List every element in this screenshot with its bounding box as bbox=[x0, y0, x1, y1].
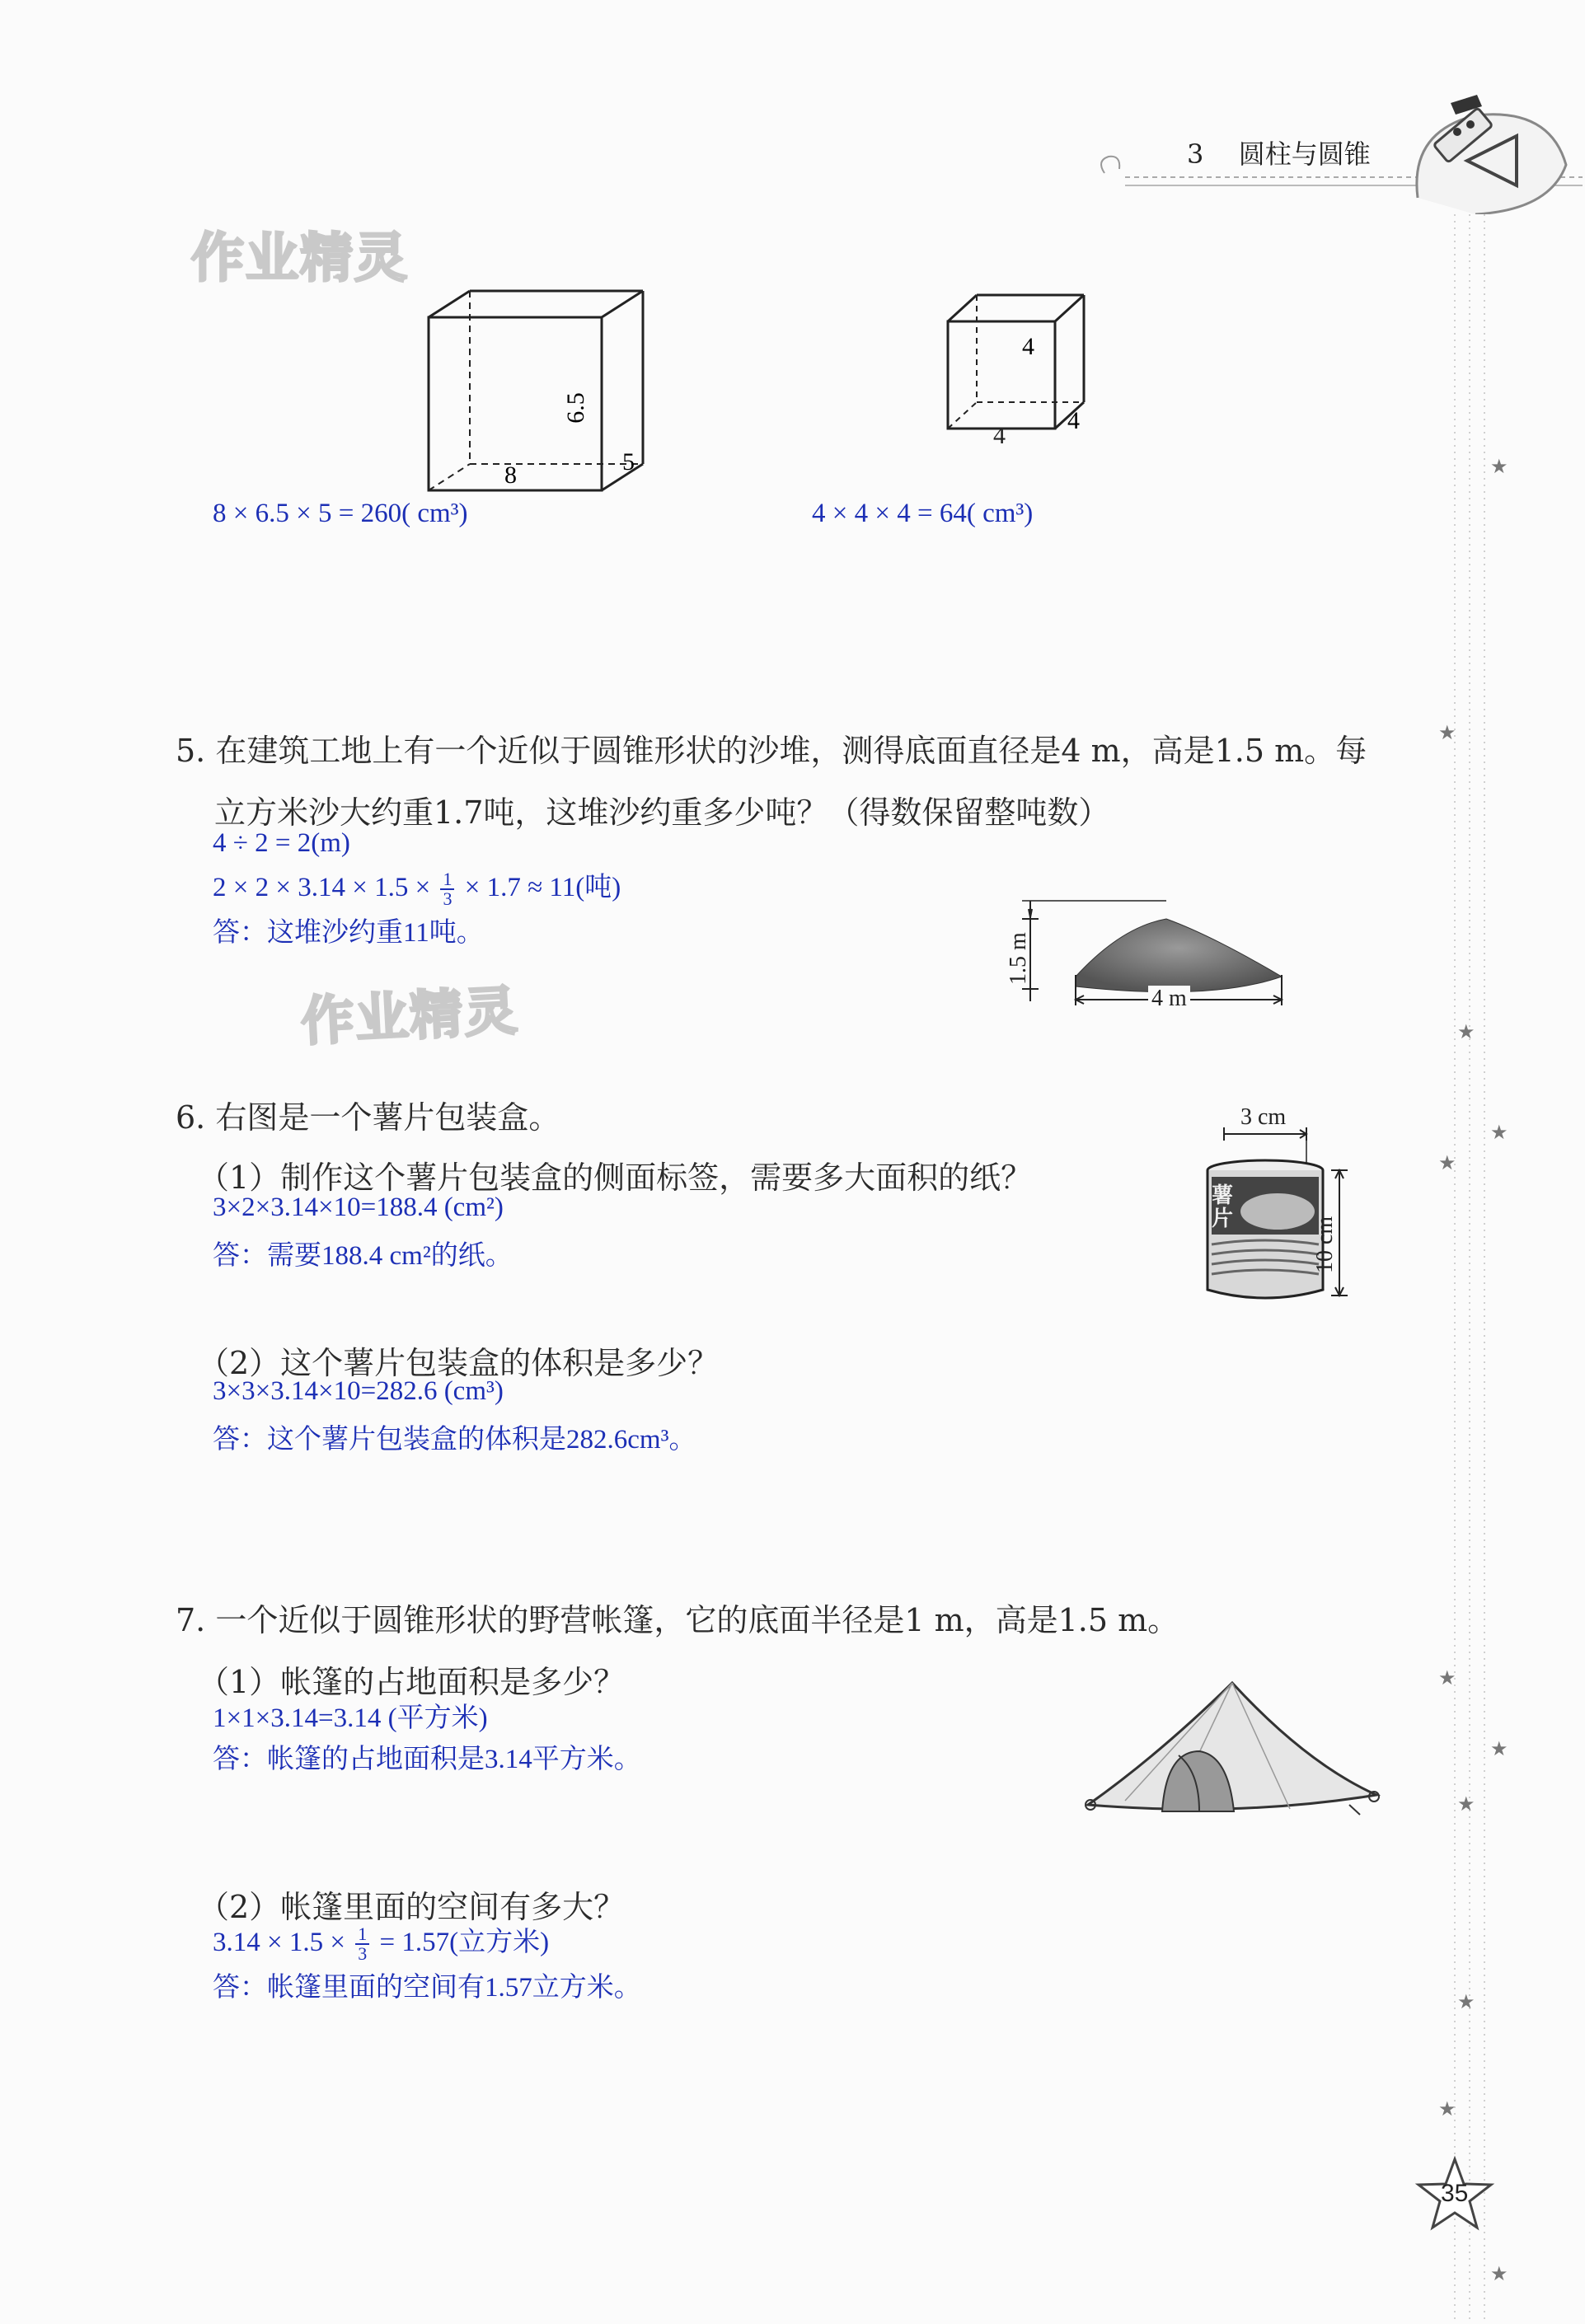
rectangular-prism-figure bbox=[412, 284, 676, 507]
star-icon: ★ bbox=[1490, 2262, 1508, 2285]
q7-part1: （1）帐篷的占地面积是多少？ bbox=[198, 1664, 626, 1700]
tent-figure bbox=[1076, 1673, 1389, 1838]
watermark-middle: 作业精灵 bbox=[299, 981, 521, 1053]
q6-part1: （1）制作这个薯片包装盒的侧面标签，需要多大面积的纸？ bbox=[198, 1160, 1033, 1196]
can-diameter-label: 3 cm bbox=[1240, 1104, 1287, 1130]
q5-answer-line2: 2 × 2 × 3.14 × 1.5 × $\frac{1}{3}$ × 1.7 ≈ 11(吨) bbox=[213, 869, 621, 910]
prism-height-label: 6.5 bbox=[562, 392, 589, 424]
chapter-number: 3 bbox=[1187, 138, 1204, 170]
q5-line2: 立方米沙大约重1.7吨，这堆沙约重多少吨？（得数保留整吨数） bbox=[214, 794, 1110, 831]
fraction-one-third: $\frac{1}{3}$ bbox=[440, 870, 454, 908]
can-brand-label: 薯片 bbox=[1212, 1183, 1234, 1231]
star-icon: ★ bbox=[1457, 1020, 1475, 1043]
fraction-one-third: $\frac{1}{3}$ bbox=[355, 1925, 369, 1963]
q6-part1-answer2: 答：需要188.4 cm²的纸。 bbox=[213, 1241, 513, 1271]
star-icon: ★ bbox=[1457, 1990, 1475, 2013]
cube-volume-answer: 4 × 4 × 4 = 64( cm³) bbox=[812, 499, 1034, 528]
q5-answer-line3: 答：这堆沙约重11吨。 bbox=[213, 918, 484, 948]
star-icon: ★ bbox=[1490, 1737, 1508, 1760]
star-icon: ★ bbox=[1457, 1792, 1475, 1816]
pile-diameter-label: 4 m bbox=[1148, 986, 1190, 1012]
cube-figure bbox=[940, 288, 1121, 453]
can-height-label: 10 cm bbox=[1312, 1216, 1338, 1273]
cube-depth-label: 4 bbox=[1067, 407, 1080, 434]
q7-part2-answer2: 答：帐篷里面的空间有1.57立方米。 bbox=[213, 1973, 641, 2003]
cube-height-label: 4 bbox=[1022, 333, 1034, 360]
watermark-top: 作业精灵 bbox=[191, 228, 409, 289]
q5-answer-line1: 4 ÷ 2 = 2(m) bbox=[213, 828, 350, 858]
chip-can-figure bbox=[1179, 1104, 1360, 1319]
mascot-pencil-icon bbox=[1418, 87, 1533, 202]
q6-part2: （2）这个薯片包装盒的体积是多少？ bbox=[198, 1345, 720, 1381]
star-icon: ★ bbox=[1438, 1151, 1456, 1174]
q6-part1-answer1: 3×2×3.14×10=188.4 (cm²) bbox=[213, 1192, 504, 1222]
q5-line1: 5. 在建筑工地上有一个近似于圆锥形状的沙堆，测得底面直径是4 m，高是1.5 m。每 bbox=[176, 733, 1367, 769]
pile-height-label: 1.5 m bbox=[1006, 932, 1031, 985]
q6-part2-answer2: 答：这个薯片包装盒的体积是282.6cm³。 bbox=[213, 1425, 696, 1455]
chapter-title: 圆柱与圆锥 bbox=[1238, 138, 1371, 170]
q6-title: 6. 右图是一个薯片包装盒。 bbox=[176, 1099, 560, 1136]
q7-part2-answer1: 3.14 × 1.5 × $\frac{1}{3}$ = 1.57(立方米) bbox=[213, 1923, 550, 1965]
cube-length-label: 4 bbox=[993, 422, 1006, 449]
page-number: 35 bbox=[1441, 2180, 1469, 2207]
q7-part2: （2）帐篷里面的空间有多大？ bbox=[198, 1889, 626, 1925]
prism-depth-label: 5 bbox=[622, 448, 635, 476]
star-icon: ★ bbox=[1438, 2097, 1456, 2120]
prism-volume-answer: 8 × 6.5 × 5 = 260( cm³) bbox=[213, 499, 468, 528]
star-icon: ★ bbox=[1438, 721, 1456, 744]
q7-part1-answer2: 答：帐篷的占地面积是3.14平方米。 bbox=[213, 1745, 641, 1774]
star-icon: ★ bbox=[1490, 1121, 1508, 1144]
q6-part2-answer1: 3×3×3.14×10=282.6 (cm³) bbox=[213, 1376, 504, 1406]
star-icon: ★ bbox=[1490, 455, 1508, 478]
star-icon: ★ bbox=[1438, 1666, 1456, 1689]
q7-part1-answer1: 1×1×3.14=3.14 (平方米) bbox=[213, 1703, 488, 1733]
q7-title: 7. 一个近似于圆锥形状的野营帐篷，它的底面半径是1 m，高是1.5 m。 bbox=[176, 1602, 1179, 1638]
prism-length-label: 8 bbox=[504, 462, 517, 489]
